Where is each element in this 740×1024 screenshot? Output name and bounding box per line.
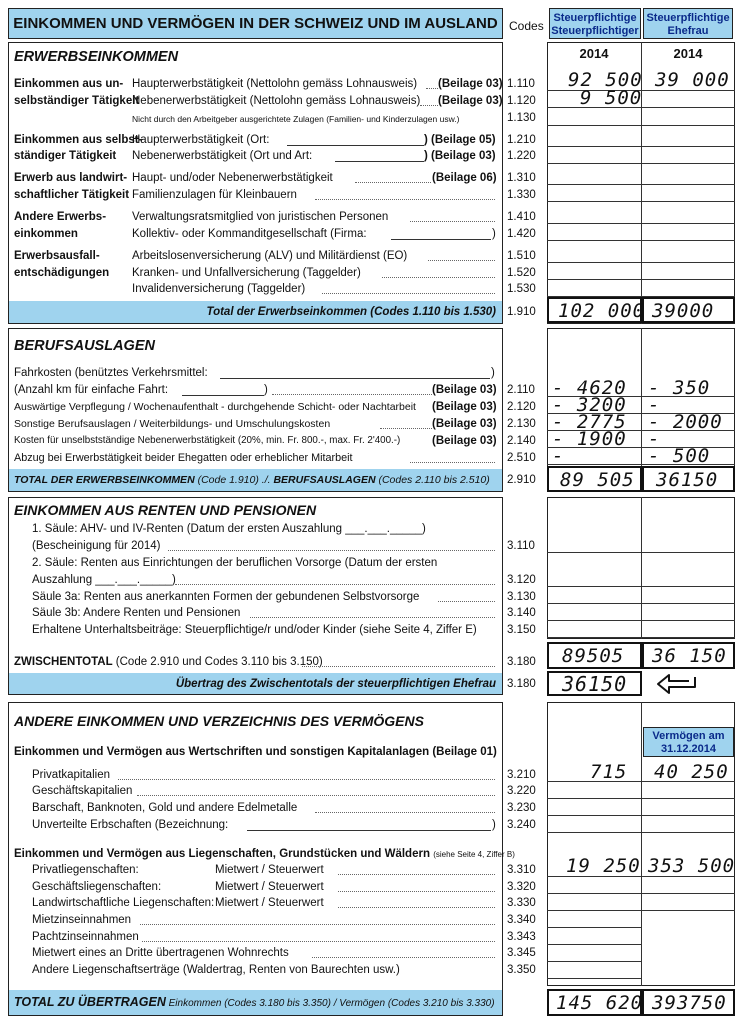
code: 1.420 [507,228,536,240]
total-zu-uebertragen-label [14,995,495,1011]
beilage-ref: ) (Beilage 03) [424,150,496,162]
value-1910-taxpayer[interactable]: 102 000 [558,300,646,322]
row-label-3310: Privatliegenschaften: [32,864,139,876]
row-label-1130: Nicht durch den Arbeitgeber ausgerichtete Zulagen (Familien- und Kinderzulagen usw.) [132,114,460,124]
row-label-3240: Unverteilte Erbschaften (Bezeichnung: [32,819,229,831]
code: 3.343 [507,931,536,943]
code: 3.310 [507,864,536,876]
row-label-3343: Pachtzinseinnahmen [32,931,139,943]
row-label-3130: Säule 3a: Renten aus anerkannten Formen der gebundenen Selbstvorsorge [32,591,420,603]
row-label-1330: Familienzulagen für Kleinbauern [132,189,297,201]
zwischentotal-label [14,655,323,669]
total-label-2910 [14,473,490,487]
code: 3.350 [507,964,536,976]
code: 3.140 [507,607,536,619]
value-3180-spouse[interactable]: 36 150 [652,645,727,667]
row-label-2510: Abzug bei Erwerbstätigkeit beider Ehegatten oder erheblicher Mitarbeit [14,452,353,464]
total-label-part: (Codes 2.110 bis 2.510) [375,474,490,486]
value-2910-spouse[interactable]: 36150 [656,469,719,491]
row-label-1410: Verwaltungsratsmitglied von juristischen Personen [132,211,389,223]
mietwert-label: Mietwert / Steuerwert [215,897,324,909]
row-label-2140: Kosten für unselbstständige Nebenerwerbstätigkeit (20%, min. Fr. 800.-, max. Fr. 2'400.-) [14,435,401,446]
code: 3.220 [507,785,536,797]
col-header-taxpayer: Steuerpflichtige Steuerpflichtiger [549,8,641,39]
beilage-ref: (Beilage 03) [432,384,497,396]
code: 3.330 [507,897,536,909]
zwischentotal-part: (Code 2.910 und Codes 3.110 bis 3.150) [112,656,323,668]
value-3210-income[interactable]: 715 [590,761,628,783]
value-1120-taxpayer[interactable]: 9 500 [580,87,643,109]
section-heading: BERUFSAUSLAGEN [14,338,155,354]
code: 2.130 [507,418,536,430]
row-label-saeule1: 1. Säule: AHV- und IV-Renten (Datum der ersten Auszahlung ___.___._____) [32,523,426,535]
row-label-1530: Invalidenversicherung (Taggelder) [132,283,306,295]
code: 2.510 [507,452,536,464]
row-label-2120: Auswärtige Verpflegung / Wochenaufenthalt - durchgehende Schicht- oder Nachtarbeit [14,401,416,413]
mietwert-label: Mietwert / Steuerwert [215,881,324,893]
value-2120-spouse[interactable]: - [648,394,661,416]
row-label-1120: Nebenerwerbstätigkeit (Nettolohn gemäss Lohnausweis) [132,95,421,107]
beilage-ref: (Beilage 03) [432,435,497,447]
value-2140-spouse[interactable]: - [648,428,661,450]
total-label-part: TOTAL ZU ÜBERTRAGEN [14,995,166,1009]
beilage-ref: (Beilage 03) [438,78,503,90]
code: 1.120 [507,95,536,107]
form-title: EINKOMMEN UND VERMÖGEN IN DER SCHWEIZ UND IM AUSLAND [8,8,503,39]
uebertrag-label: Übertrag des Zwischentotals der steuerpflichtigen Ehefrau [175,678,496,690]
code: 3.120 [507,574,536,586]
total-label-part: BERUFSAUSLAGEN [273,474,376,486]
value-total-income[interactable]: 145 620 [556,992,644,1014]
code: 3.240 [507,819,536,831]
group-label: ständiger Tätigkeit [14,150,117,162]
total-label-part: (Code 1.910) ./. [194,474,274,486]
total-label-1910: Total der Erwerbseinkommen (Codes 1.110 bis 1.530) [206,306,496,318]
beilage-ref: (Beilage 06) [432,172,497,184]
group-label: Einkommen aus un- [14,78,124,90]
bracket: ) [264,384,268,396]
code: 3.180 [507,656,536,668]
group-label: einkommen [14,228,78,240]
row-label-2130: Sonstige Berufsauslagen / Weiterbildungs- und Umschulungskosten [14,418,331,430]
row-label-1210: Haupterwerbstätigkeit (Ort: [132,134,270,146]
row-label-3320: Geschäftsliegenschaften: [32,881,162,893]
row-label-1110: Haupterwerbstätigkeit (Nettolohn gemäss Lohnausweis) [132,78,418,90]
row-label-3120: Auszahlung ___.___._____) [32,574,176,586]
row-label-saeule2: 2. Säule: Renten aus Einrichtungen der beruflichen Vorsorge (Datum der ersten [32,557,438,569]
row-label-3140: Säule 3b: Andere Renten und Pensionen [32,607,241,619]
col-header-spouse: Steuerpflichtige Ehefrau [643,8,733,39]
subheading-wertschriften: Einkommen und Vermögen aus Wertschriften und sonstigen Kapitalanlagen (Beilage 01) [14,746,497,758]
value-2510-spouse[interactable]: - 500 [648,445,711,467]
value-total-assets[interactable]: 393750 [652,992,727,1014]
vermoegen-header: Vermögen am 31.12.2014 [643,727,734,757]
code: 3.340 [507,914,536,926]
code: 1.910 [507,306,536,318]
year-taxpayer: 2014 [579,46,609,61]
subheading-part: Einkommen und Vermögen aus Liegenschaften, Grundstücken und Wäldern [14,848,430,860]
value-2910-taxpayer[interactable]: 89 505 [560,469,635,491]
row-label-3110: (Bescheinigung für 2014) [32,540,161,552]
value-uebertrag[interactable]: 36150 [562,672,628,696]
row-label-3150: Erhaltene Unterhaltsbeiträge: Steuerpflichtige/r und/oder Kinder (siehe Seite 4, Ziffer E) [32,624,477,636]
group-label: Andere Erwerbs- [14,211,107,223]
bracket: ) [492,228,496,240]
row-label-3345: Mietwert eines an Dritte übertragenen Wohnrechts [32,947,289,959]
code: 2.120 [507,401,536,413]
beilage-ref: (Beilage 03) [432,418,497,430]
row-label-1510: Arbeitslosenversicherung (ALV) und Militärdienst (EO) [132,250,408,262]
bracket: ) [492,819,496,831]
beilage-ref: ) (Beilage 05) [424,134,496,146]
group-label: entschädigungen [14,267,110,279]
code: 3.210 [507,769,536,781]
code: 3.230 [507,802,536,814]
value-1910-spouse[interactable]: 39000 [652,300,715,322]
code: 1.210 [507,134,536,146]
row-label-3210: Privatkapitalien [32,769,110,781]
code: 1.220 [507,150,536,162]
code: 1.410 [507,211,536,223]
subheading-liegenschaften [14,847,515,862]
code: 3.345 [507,947,536,959]
code: 3.130 [507,591,536,603]
row-label-3230: Barschaft, Banknoten, Gold und andere Edelmetalle [32,802,298,814]
total-label-part: TOTAL DER ERWERBSEINKOMMEN [14,474,195,486]
code: 1.530 [507,283,536,295]
section-heading: ERWERBSEINKOMMEN [14,49,179,65]
value-2110-taxpayer[interactable]: - 4620 [552,377,627,399]
arrow-left-icon [655,673,699,695]
value-2130-spouse[interactable]: - 2000 [648,411,723,433]
code: 1.520 [507,267,536,279]
value-3180-taxpayer[interactable]: 89505 [562,645,625,667]
total-label-part: Einkommen (Codes 3.180 bis 3.350) / Vermögen (Codes 3.210 bis 3.330) [165,998,495,1009]
code: 2.140 [507,435,536,447]
bracket: ) [491,367,495,379]
group-label: schaftlicher Tätigkeit [14,189,130,201]
value-3310-assets[interactable]: 353 500 [648,855,736,877]
code: 2.110 [507,384,535,396]
row-label-3340: Mietzinseinnahmen [32,914,132,926]
code: 1.310 [507,172,536,184]
code: 1.510 [507,250,536,262]
beilage-ref: (Beilage 03) [432,401,497,413]
group-label: Erwerbsausfall- [14,250,100,262]
value-3210-assets[interactable]: 40 250 [654,761,729,783]
mietwert-label: Mietwert / Steuerwert [215,864,324,876]
code: 1.130 [507,112,536,124]
value-1110-spouse[interactable]: 39 000 [655,69,730,91]
row-label-1310: Haupt- und/oder Nebenerwerbstätigkeit [132,172,333,184]
row-label-2110: (Anzahl km für einfache Fahrt: [14,384,169,396]
year-spouse: 2014 [673,46,703,61]
row-label-3330: Landwirtschaftliche Liegenschaften: [32,897,215,909]
value-2140-taxpayer[interactable]: - 1900 [552,428,627,450]
code: 1.110 [507,78,535,90]
value-2510-taxpayer[interactable]: - [552,445,565,467]
code: 3.150 [507,624,536,636]
value-2110-spouse[interactable]: - 350 [648,377,711,399]
row-label-fahrkosten: Fahrkosten (benütztes Verkehrsmittel: [14,367,208,379]
code: 1.330 [507,189,536,201]
value-1110-taxpayer[interactable]: 92 500 [568,69,643,91]
code: 3.110 [507,540,535,552]
value-3310-income[interactable]: 19 250 [566,855,641,877]
group-label: Einkommen aus selbst- [14,134,143,146]
section-heading: ANDERE EINKOMMEN UND VERZEICHNIS DES VERMÖGENS [14,713,424,729]
subheading-note: (siehe Seite 4, Ziffer B) [433,850,515,859]
code: 3.180 [507,678,536,690]
value-2130-taxpayer[interactable]: - 2775 [552,411,627,433]
row-label-3220: Geschäftskapitalien [32,785,133,797]
row-label-1220: Nebenerwerbstätigkeit (Ort und Art: [132,150,313,162]
row-label-1420: Kollektiv- oder Kommanditgesellschaft (Firma: [132,228,367,240]
code: 2.910 [507,474,536,486]
group-label: selbständiger Tätigkeit [14,95,140,107]
row-label-3350: Andere Liegenschaftserträge (Waldertrag, Renten von Baurechten usw.) [32,964,400,976]
zwischentotal-part: ZWISCHENTOTAL [14,656,113,668]
code: 3.320 [507,881,536,893]
value-2120-taxpayer[interactable]: - 3200 [552,394,627,416]
row-label-1520: Kranken- und Unfallversicherung (Taggelder) [132,267,361,279]
group-label: Erwerb aus landwirt- [14,172,128,184]
section-heading: EINKOMMEN AUS RENTEN UND PENSIONEN [14,502,317,518]
codes-header: Codes [509,19,544,33]
beilage-ref: (Beilage 03) [438,95,503,107]
